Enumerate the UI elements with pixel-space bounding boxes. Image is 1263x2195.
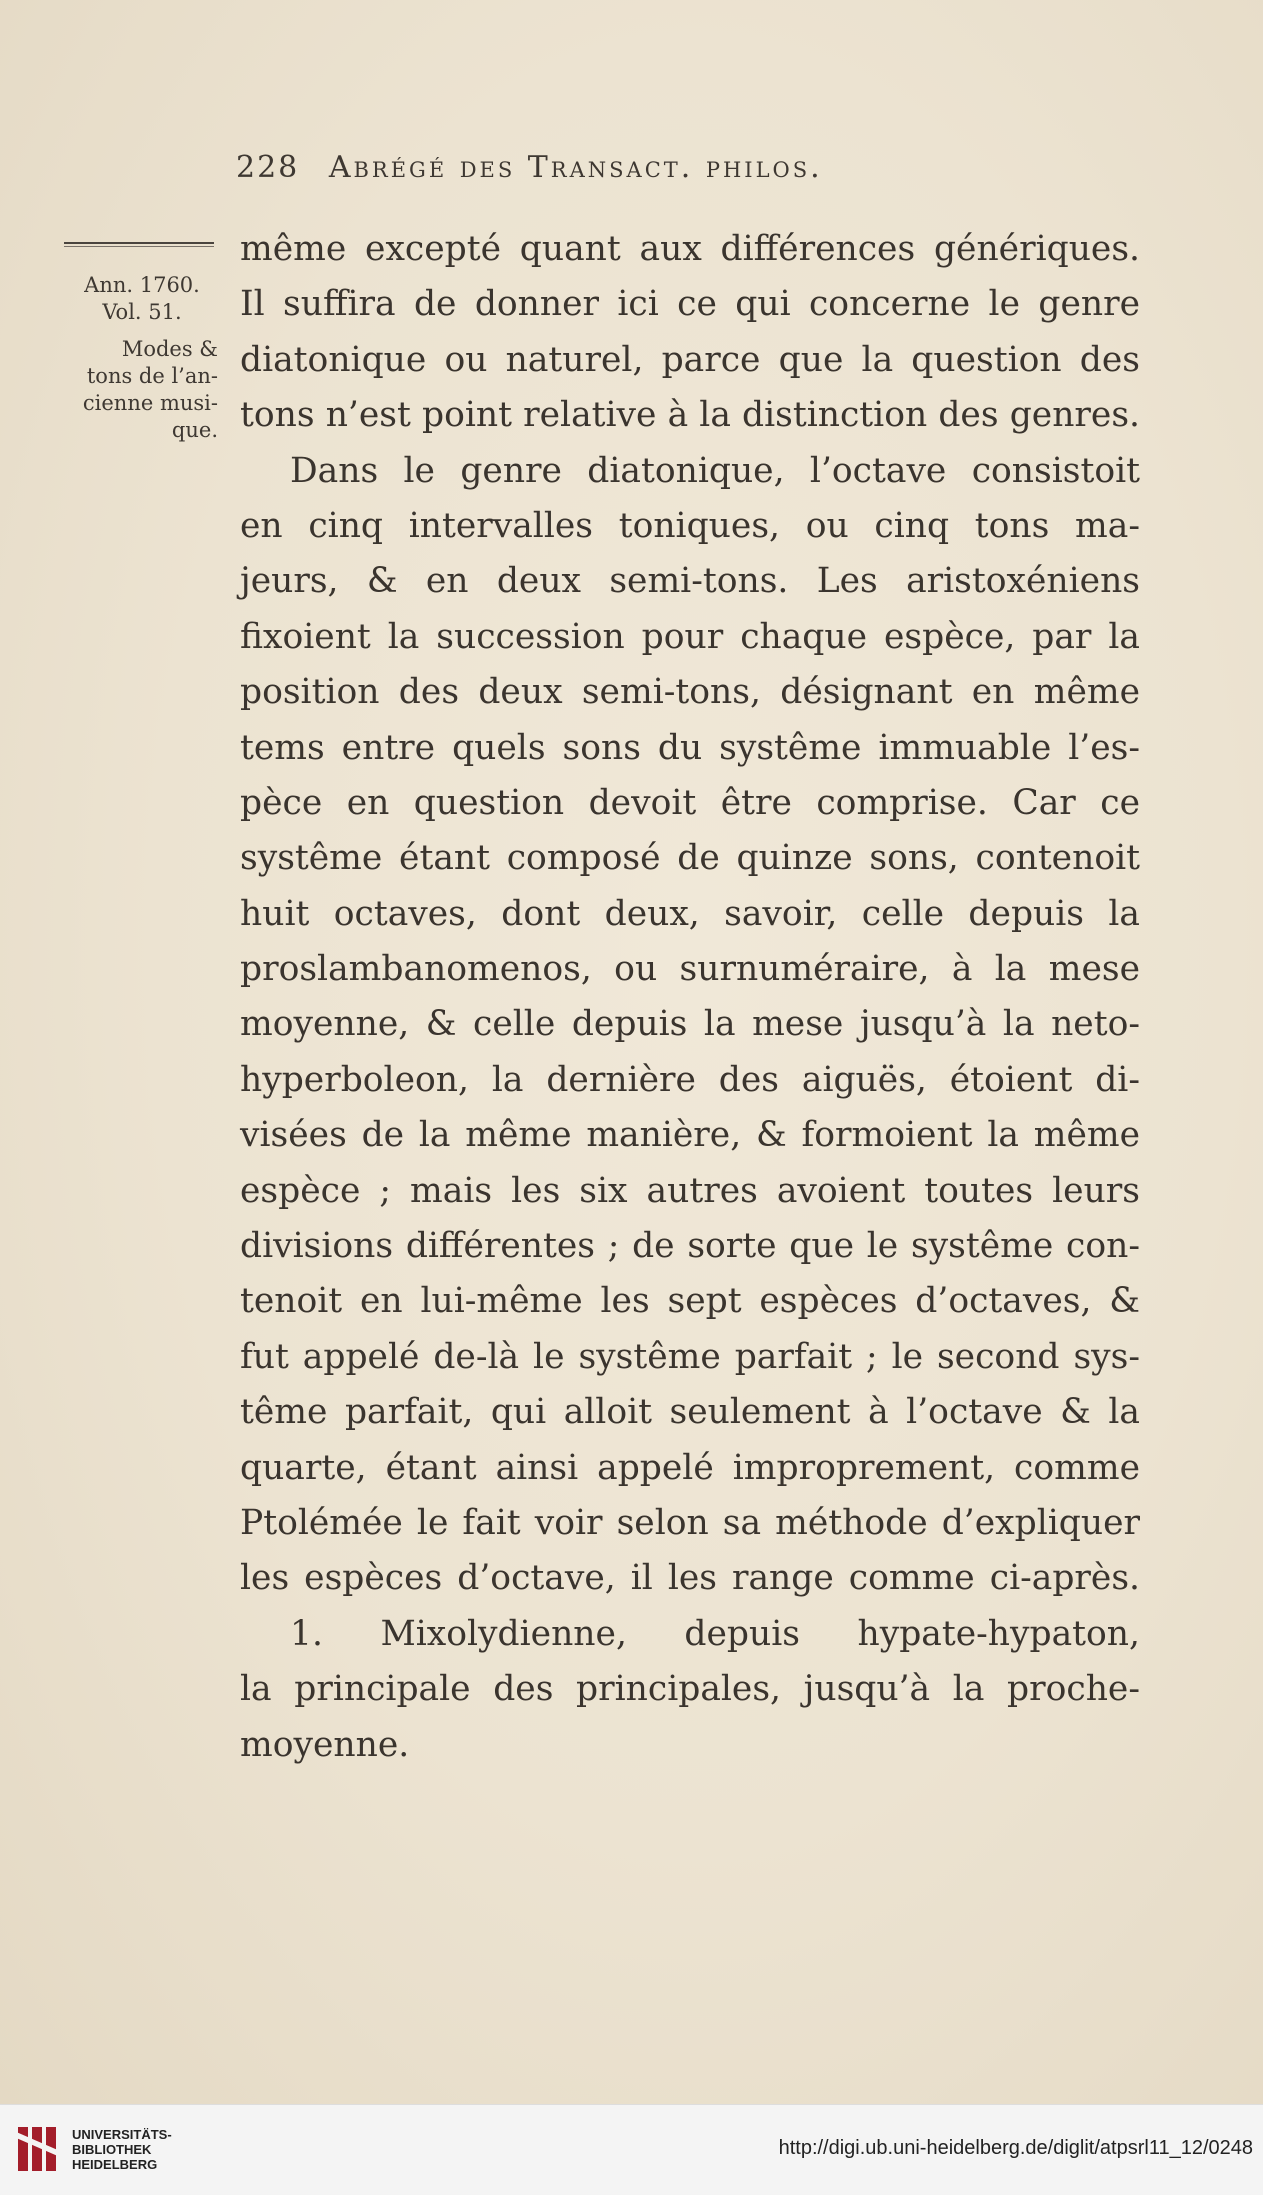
text-line: moyenne. — [240, 1724, 410, 1765]
text-line: tême parfait, qui alloit seulement à l’octave & la — [240, 1392, 1140, 1433]
text-line: la principale des principales, jusqu’à la proche- — [240, 1669, 1140, 1710]
text-line: diatonique ou naturel, parce que la question des — [240, 339, 1140, 380]
text-line: huit octaves, dont deux, savoir, celle depuis la — [240, 893, 1140, 934]
text-line: position des deux semi-tons, désignant en même — [240, 672, 1140, 713]
margin-subject-line: tons de l’an- — [86, 364, 218, 388]
running-title: Abrégé des Transact. philos. — [328, 150, 823, 185]
text-line: jeurs, & en deux semi-tons. Les aristoxéniens — [240, 561, 1140, 602]
text-line: tons n’est point relative à la distinction des genres. — [240, 395, 1140, 436]
text-line: les espèces d’octave, il les range comme ci-après. — [240, 1558, 1140, 1599]
text-line: systême étant composé de quinze sons, contenoit — [240, 838, 1140, 879]
margin-subject-line: cienne musi- — [82, 391, 218, 415]
running-header — [236, 150, 823, 185]
text-line: fut appelé de-là le systême parfait ; le second sys- — [240, 1336, 1140, 1377]
library-name-line: HEIDELBERG — [72, 2157, 158, 2172]
permalink-url[interactable]: http://digi.ub.uni-heidelberg.de/diglit/atpsrl11_12/0248 — [778, 2137, 1253, 2159]
text-line: pèce en question devoit être comprise. Car ce — [240, 782, 1140, 823]
margin-subject-line: que. — [171, 418, 218, 442]
margin-notes — [52, 272, 232, 444]
text-line: visées de la même manière, & formoient la même — [240, 1115, 1140, 1156]
text-line: quarte, étant ainsi appelé improprement, comme — [240, 1447, 1140, 1488]
text-line: hyperboleon, la dernière des aiguës, étoient di- — [240, 1059, 1140, 1100]
text-line: proslambanomenos, ou surnuméraire, à la mese — [240, 949, 1140, 990]
text-line: tenoit en lui-même les sept espèces d’octaves, & — [240, 1281, 1140, 1322]
text-line: même excepté quant aux différences génériques. — [240, 229, 1140, 269]
text-line: moyenne, & celle depuis la mese jusqu’à la neto- — [240, 1004, 1140, 1045]
text-line: 1. Mixolydienne, depuis hypate-hypaton, — [290, 1613, 1140, 1654]
margin-volume: Vol. 51. — [102, 300, 182, 324]
library-name-line: UNIVERSITÄTS- — [72, 2127, 172, 2142]
margin-subject — [52, 336, 232, 444]
text-line: tems entre quels sons du systême immuable l’es- — [240, 727, 1140, 768]
text-line: Ptolémée le fait voir selon sa méthode d’expliquer — [240, 1502, 1140, 1543]
margin-subject-line: Modes & — [121, 337, 218, 361]
text-line: espèce ; mais les six autres avoient toutes leurs — [240, 1170, 1140, 1211]
text-line: Il suffira de donner ici ce qui concerne le genre — [240, 284, 1140, 325]
library-name — [72, 2127, 172, 2172]
text-line: fixoient la succession pour chaque espèce, par la — [240, 616, 1140, 657]
margin-year: Ann. 1760. — [84, 273, 200, 297]
margin-rule — [64, 242, 214, 247]
text-line: en cinq intervalles toniques, ou cinq tons ma- — [240, 505, 1140, 546]
main-text — [240, 222, 1140, 1773]
university-library-logo-icon — [14, 2121, 60, 2177]
library-name-line: BIBLIOTHEK — [72, 2142, 152, 2157]
page-number: 228 — [236, 150, 300, 185]
viewer-footer — [0, 2104, 1263, 2195]
text-line: Dans le genre diatonique, l’octave consistoit — [290, 450, 1140, 491]
text-line: divisions différentes ; de sorte que le systême con- — [240, 1226, 1140, 1267]
